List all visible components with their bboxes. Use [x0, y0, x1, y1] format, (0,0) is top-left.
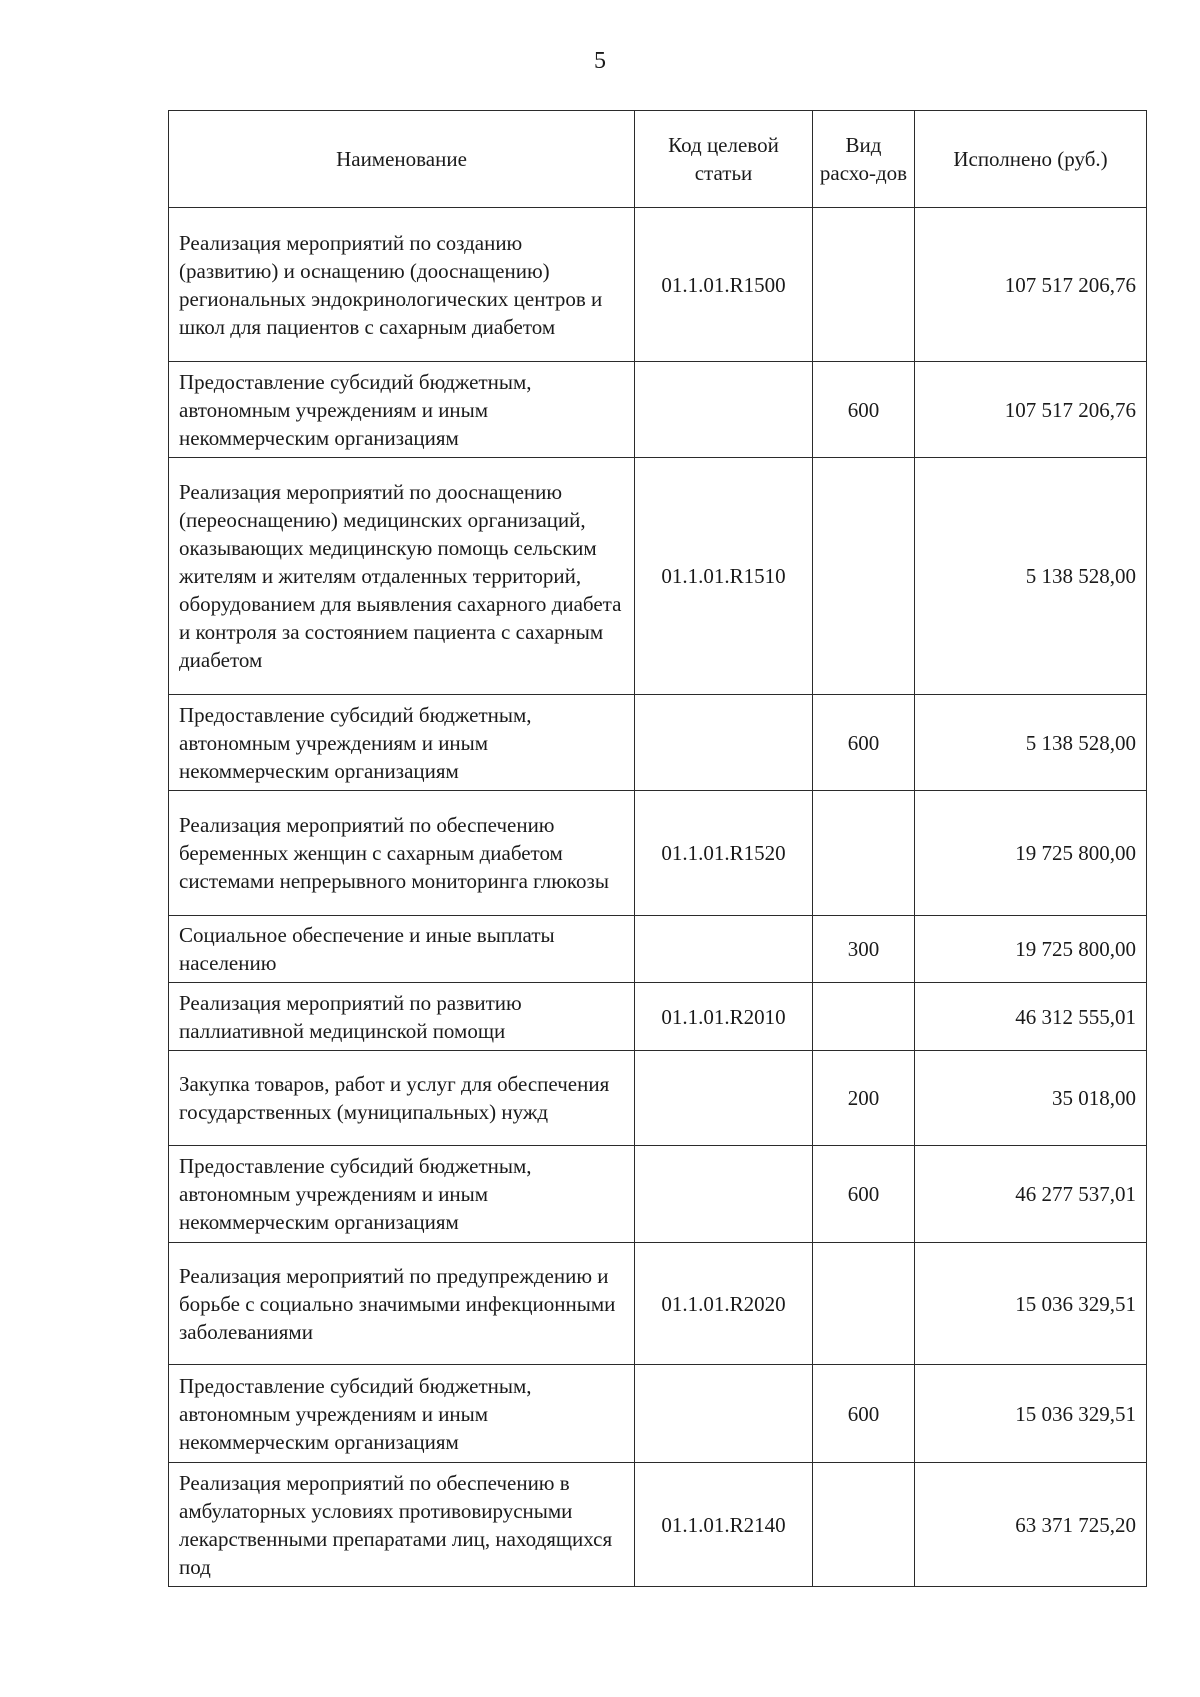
- cell-kind: [813, 1243, 915, 1365]
- table-row: [169, 208, 1147, 362]
- table-row: [169, 791, 1147, 916]
- cell-sum: 5 138 528,00: [915, 458, 1147, 695]
- cell-name: Реализация мероприятий по созданию (развитию) и оснащению (дооснащению) региональных эндокринологических центров и школ для пациентов с сахарным диабетом: [169, 208, 635, 362]
- cell-sum: 46 312 555,01: [915, 983, 1147, 1051]
- table-body: [169, 208, 1147, 1587]
- cell-code: [635, 1365, 813, 1463]
- cell-code: [635, 362, 813, 458]
- cell-sum: 107 517 206,76: [915, 208, 1147, 362]
- cell-sum: 15 036 329,51: [915, 1365, 1147, 1463]
- table-row: [169, 1463, 1147, 1587]
- table-row: [169, 916, 1147, 983]
- cell-kind: 600: [813, 1365, 915, 1463]
- cell-sum: 46 277 537,01: [915, 1146, 1147, 1243]
- cell-name: Реализация мероприятий по развитию паллиативной медицинской помощи: [169, 983, 635, 1051]
- cell-name: Закупка товаров, работ и услуг для обеспечения государственных (муниципальных) нужд: [169, 1051, 635, 1146]
- cell-code: 01.1.01.R2010: [635, 983, 813, 1051]
- cell-sum: 15 036 329,51: [915, 1243, 1147, 1365]
- table-row: [169, 458, 1147, 695]
- cell-code: 01.1.01.R2140: [635, 1463, 813, 1587]
- cell-name: Реализация мероприятий по обеспечению в амбулаторных условиях противовирусными лекарственными препаратами лиц, находящихся под: [169, 1463, 635, 1587]
- table-row: [169, 695, 1147, 791]
- table-row: [169, 1051, 1147, 1146]
- table-row: [169, 983, 1147, 1051]
- cell-code: [635, 1146, 813, 1243]
- cell-kind: [813, 1463, 915, 1587]
- header-code: Код целевой статьи: [635, 111, 813, 208]
- cell-name: Предоставление субсидий бюджетным, автономным учреждениям и иным некоммерческим организациям: [169, 1146, 635, 1243]
- cell-kind: [813, 208, 915, 362]
- page-number: 5: [594, 48, 606, 74]
- budget-execution-table: [168, 110, 1147, 1587]
- table-row: [169, 1146, 1147, 1243]
- cell-sum: 19 725 800,00: [915, 791, 1147, 916]
- cell-sum: 19 725 800,00: [915, 916, 1147, 983]
- cell-name: Предоставление субсидий бюджетным, автономным учреждениям и иным некоммерческим организациям: [169, 362, 635, 458]
- cell-code: 01.1.01.R2020: [635, 1243, 813, 1365]
- cell-sum: 63 371 725,20: [915, 1463, 1147, 1587]
- cell-code: 01.1.01.R1520: [635, 791, 813, 916]
- cell-kind: [813, 458, 915, 695]
- header-name: Наименование: [169, 111, 635, 208]
- cell-sum: 107 517 206,76: [915, 362, 1147, 458]
- table-row: [169, 362, 1147, 458]
- cell-kind: [813, 791, 915, 916]
- table-header: [169, 111, 1147, 208]
- table-row: [169, 1243, 1147, 1365]
- cell-sum: 35 018,00: [915, 1051, 1147, 1146]
- cell-code: 01.1.01.R1510: [635, 458, 813, 695]
- cell-kind: 300: [813, 916, 915, 983]
- cell-name: Предоставление субсидий бюджетным, автономным учреждениям и иным некоммерческим организациям: [169, 695, 635, 791]
- cell-kind: 600: [813, 362, 915, 458]
- cell-name: Социальное обеспечение и иные выплаты населению: [169, 916, 635, 983]
- cell-name: Предоставление субсидий бюджетным, автономным учреждениям и иным некоммерческим организациям: [169, 1365, 635, 1463]
- cell-kind: 600: [813, 1146, 915, 1243]
- header-kind: Вид расхо-дов: [813, 111, 915, 208]
- table-row: [169, 1365, 1147, 1463]
- cell-sum: 5 138 528,00: [915, 695, 1147, 791]
- cell-code: 01.1.01.R1500: [635, 208, 813, 362]
- cell-name: Реализация мероприятий по обеспечению беременных женщин с сахарным диабетом системами непрерывного мониторинга глюкозы: [169, 791, 635, 916]
- cell-name: Реализация мероприятий по предупреждению и борьбе с социально значимыми инфекционными заболеваниями: [169, 1243, 635, 1365]
- cell-kind: 600: [813, 695, 915, 791]
- cell-code: [635, 916, 813, 983]
- cell-code: [635, 1051, 813, 1146]
- cell-code: [635, 695, 813, 791]
- cell-kind: 200: [813, 1051, 915, 1146]
- header-sum: Исполнено (руб.): [915, 111, 1147, 208]
- cell-kind: [813, 983, 915, 1051]
- header-row: [169, 111, 1147, 208]
- cell-name: Реализация мероприятий по дооснащению (переоснащению) медицинских организаций, оказывающих медицинскую помощь сельским жителям и жителям отдаленных территорий, оборудованием для выявления сахарного диабета и контроля за состоянием пациента с сахарным диабетом: [169, 458, 635, 695]
